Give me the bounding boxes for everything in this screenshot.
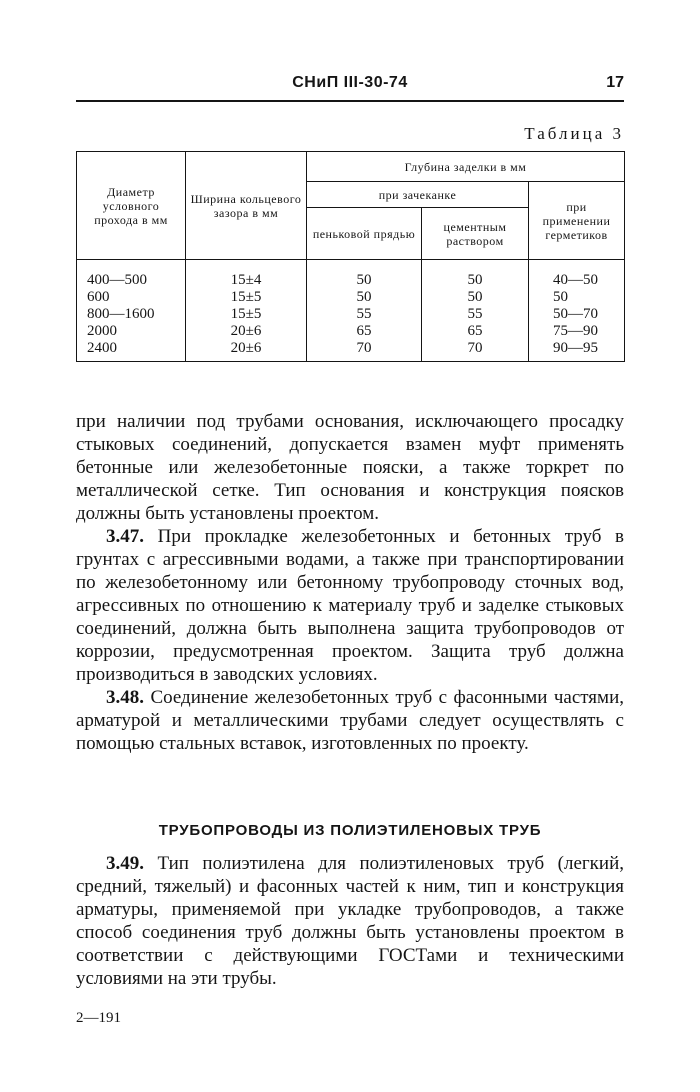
cell: 40—50 bbox=[553, 272, 598, 288]
header-hemp: пеньковой прядью bbox=[307, 208, 422, 260]
cell: 70 bbox=[356, 340, 372, 356]
column-sealant bbox=[529, 260, 625, 362]
page-header bbox=[76, 70, 624, 102]
cell: 75—90 bbox=[553, 323, 598, 339]
cell: 600 bbox=[87, 289, 110, 305]
column-cement bbox=[422, 260, 529, 362]
header-caulking: при зачеканке bbox=[307, 182, 529, 208]
section-heading: ТРУБОПРОВОДЫ ИЗ ПОЛИЭТИЛЕНОВЫХ ТРУБ bbox=[158, 822, 542, 839]
cell: 55 bbox=[467, 306, 483, 322]
header-diameter: Диаметр условного прохода в мм bbox=[77, 152, 186, 260]
clause-number: 3.48. bbox=[106, 687, 144, 708]
cell: 800—1600 bbox=[87, 306, 155, 322]
paragraph-3-48 bbox=[76, 686, 624, 755]
cell: 20±6 bbox=[230, 340, 262, 356]
cell: 50 bbox=[467, 289, 483, 305]
cell: 55 bbox=[356, 306, 372, 322]
cell: 90—95 bbox=[553, 340, 598, 356]
clause-text: Тип полиэтилена для полиэтиленовых труб (легкий, средний, тяжелый) и фасонных частей к ним, тип и конструкция арматуры, применяемой при укладке трубопроводов, а также способ соединения труб должны быть установлены проектом в соответствии с действующими ГОСТами и техническими условиями на эти трубы. bbox=[76, 853, 624, 989]
cell: 20±6 bbox=[230, 323, 262, 339]
cell: 15±5 bbox=[230, 306, 262, 322]
paragraph-3-47 bbox=[76, 525, 624, 686]
column-gap-width bbox=[186, 260, 307, 362]
header-cement: цементным раствором bbox=[422, 208, 529, 260]
section-body bbox=[76, 852, 624, 990]
cell: 2000 bbox=[87, 323, 117, 339]
cell: 50 bbox=[553, 289, 568, 305]
header-sealant: при применении герметиков bbox=[529, 182, 625, 260]
data-table bbox=[76, 151, 625, 362]
cell: 2400 bbox=[87, 340, 117, 356]
cell: 50 bbox=[356, 289, 372, 305]
body-text bbox=[76, 410, 624, 755]
cell: 50—70 bbox=[553, 306, 598, 322]
clause-number: 3.47. bbox=[106, 526, 144, 547]
page-number: 17 bbox=[606, 74, 624, 91]
cell: 15±4 bbox=[230, 272, 262, 288]
header-depth: Глубина заделки в мм bbox=[307, 152, 625, 182]
cell: 15±5 bbox=[230, 289, 262, 305]
paragraph-3-49 bbox=[76, 852, 624, 990]
paragraph-continuation: при наличии под трубами основания, исключающего просадку стыковых соединений, допускается взамен муфт применять бетонные или железобетонные пояски, а также торкрет по металлической сетке. Тип основания и конструкция поясков должны быть установлены проектом. bbox=[76, 411, 624, 524]
document-code: СНиП III-30-74 bbox=[292, 74, 408, 91]
cell: 50 bbox=[356, 272, 372, 288]
column-hemp bbox=[307, 260, 422, 362]
clause-text: Соединение железобетонных труб с фасонными частями, арматурой и металлическими трубами следует осуществлять с помощью стальных вставок, изготовленных по проекту. bbox=[76, 687, 624, 754]
clause-text: При прокладке железобетонных и бетонных труб в грунтах с агрессивными водами, а также при транспортировании по железобетонному или бетонному трубопроводу сточных вод, агрессивных по отношению к материалу труб и заделке стыковых соединений, должна быть выполнена защита трубопроводов от коррозии, предусмотренная проектом. Защита труб должна производиться в заводских условиях. bbox=[76, 526, 624, 685]
clause-number: 3.49. bbox=[106, 853, 144, 874]
cell: 65 bbox=[356, 323, 372, 339]
table-caption: Таблица 3 bbox=[524, 124, 624, 143]
header-gap-width: Ширина кольцевого зазора в мм bbox=[186, 152, 307, 260]
cell: 70 bbox=[467, 340, 483, 356]
signature-mark: 2—191 bbox=[76, 1010, 121, 1026]
cell: 65 bbox=[467, 323, 483, 339]
table-body bbox=[77, 260, 625, 362]
cell: 400—500 bbox=[87, 272, 147, 288]
cell: 50 bbox=[467, 272, 483, 288]
column-diameter bbox=[77, 260, 186, 362]
